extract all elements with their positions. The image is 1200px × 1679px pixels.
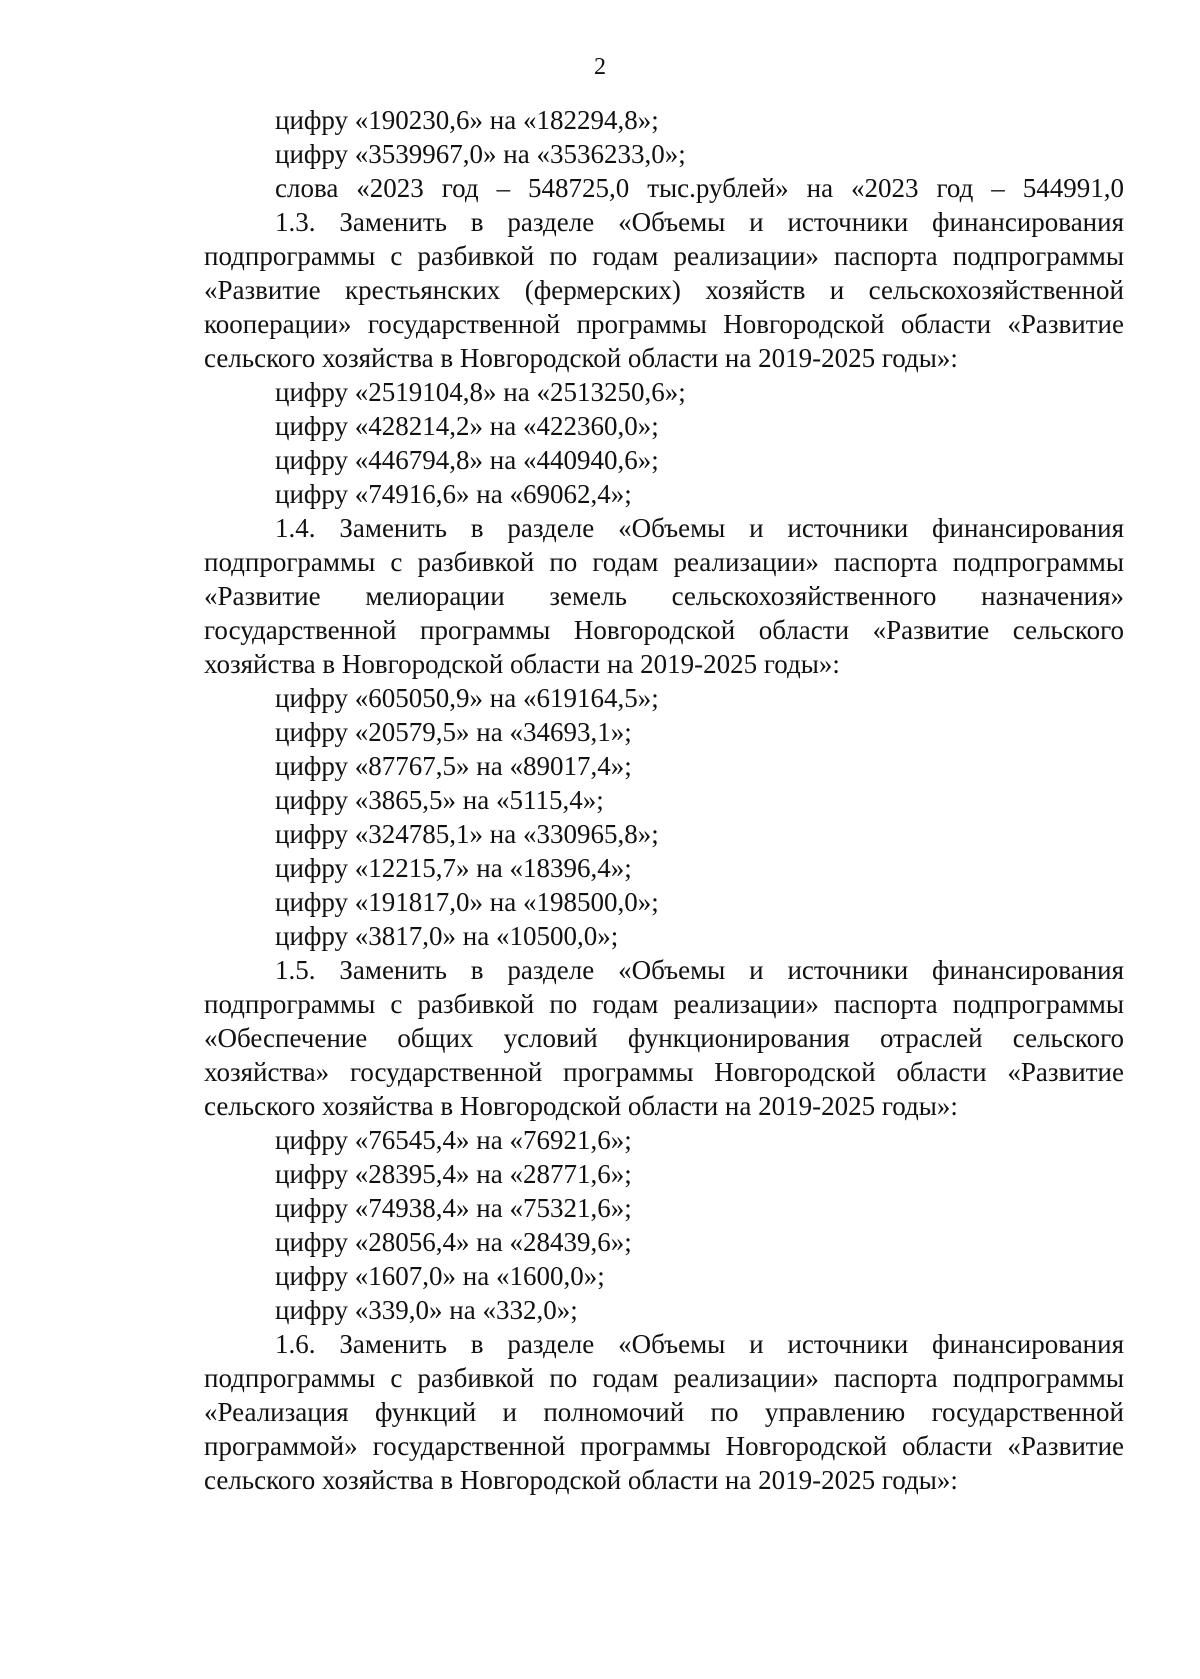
- text-line: слова «2023 год – 548725,0 тыс.рублей» на «2023 год – 544991,0: [275, 173, 1124, 203]
- text-line: цифру «12215,7» на «18396,4»;: [275, 853, 632, 883]
- text-line: «Развитие мелиорации земель сельскохозяйственного назначения»: [204, 581, 1124, 611]
- text-line: цифру «76545,4» на «76921,6»;: [275, 1125, 632, 1155]
- text-line: 1.3. Заменить в разделе «Объемы и источники финансирования: [275, 207, 1124, 237]
- text-line: цифру «428214,2» на «422360,0»;: [275, 411, 659, 441]
- text-line: подпрограммы с разбивкой по годам реализации» паспорта подпрограммы: [204, 547, 1124, 577]
- text-line: «Обеспечение общих условий функционирования отраслей сельского: [204, 1023, 1124, 1053]
- text-line: цифру «3817,0» на «10500,0»;: [275, 921, 619, 951]
- text-line: цифру «3539967,0» на «3536233,0»;: [275, 139, 686, 169]
- text-line: 1.4. Заменить в разделе «Объемы и источники финансирования: [275, 513, 1124, 543]
- text-line: 1.5. Заменить в разделе «Объемы и источники финансирования: [275, 955, 1124, 985]
- text-line: «Реализация функций и полномочий по управлению государственной: [204, 1397, 1124, 1427]
- text-line: цифру «74938,4» на «75321,6»;: [275, 1193, 632, 1223]
- text-line: подпрограммы с разбивкой по годам реализации» паспорта подпрограммы: [204, 989, 1124, 1019]
- text-line: хозяйства в Новгородской области на 2019-2025 годы»:: [204, 649, 840, 679]
- text-line: 1.6. Заменить в разделе «Объемы и источники финансирования: [275, 1329, 1124, 1359]
- text-line: сельского хозяйства в Новгородской области на 2019-2025 годы»:: [204, 343, 958, 373]
- text-line: цифру «20579,5» на «34693,1»;: [275, 717, 632, 747]
- text-line: цифру «605050,9» на «619164,5»;: [275, 683, 659, 713]
- text-line: «Развитие крестьянских (фермерских) хозяйств и сельскохозяйственной: [204, 275, 1124, 305]
- text-line: цифру «324785,1» на «330965,8»;: [275, 819, 659, 849]
- page-number: 2: [594, 54, 606, 80]
- text-line: цифру «1607,0» на «1600,0»;: [275, 1261, 605, 1291]
- text-line: государственной программы Новгородской области «Развитие сельского: [204, 615, 1124, 645]
- text-line: цифру «28395,4» на «28771,6»;: [275, 1159, 632, 1189]
- text-line: программой» государственной программы Новгородской области «Развитие: [204, 1431, 1124, 1461]
- text-line: цифру «190230,6» на «182294,8»;: [275, 105, 659, 135]
- text-line: подпрограммы с разбивкой по годам реализации» паспорта подпрограммы: [204, 1363, 1124, 1393]
- text-line: сельского хозяйства в Новгородской области на 2019-2025 годы»:: [204, 1091, 958, 1121]
- text-line: цифру «446794,8» на «440940,6»;: [275, 445, 659, 475]
- document-body: [204, 103, 1124, 1497]
- text-line: цифру «191817,0» на «198500,0»;: [275, 887, 659, 917]
- text-line: цифру «339,0» на «332,0»;: [275, 1295, 578, 1325]
- text-line: цифру «87767,5» на «89017,4»;: [275, 751, 632, 781]
- text-line: хозяйства» государственной программы Новгородской области «Развитие: [204, 1057, 1124, 1087]
- text-line: кооперации» государственной программы Новгородской области «Развитие: [204, 309, 1124, 339]
- text-line: цифру «3865,5» на «5115,4»;: [275, 785, 604, 815]
- text-line: цифру «28056,4» на «28439,6»;: [275, 1227, 632, 1257]
- text-line: подпрограммы с разбивкой по годам реализации» паспорта подпрограммы: [204, 241, 1124, 271]
- text-line: цифру «74916,6» на «69062,4»;: [275, 479, 632, 509]
- text-line: сельского хозяйства в Новгородской области на 2019-2025 годы»:: [204, 1465, 958, 1495]
- text-line: цифру «2519104,8» на «2513250,6»;: [275, 377, 686, 407]
